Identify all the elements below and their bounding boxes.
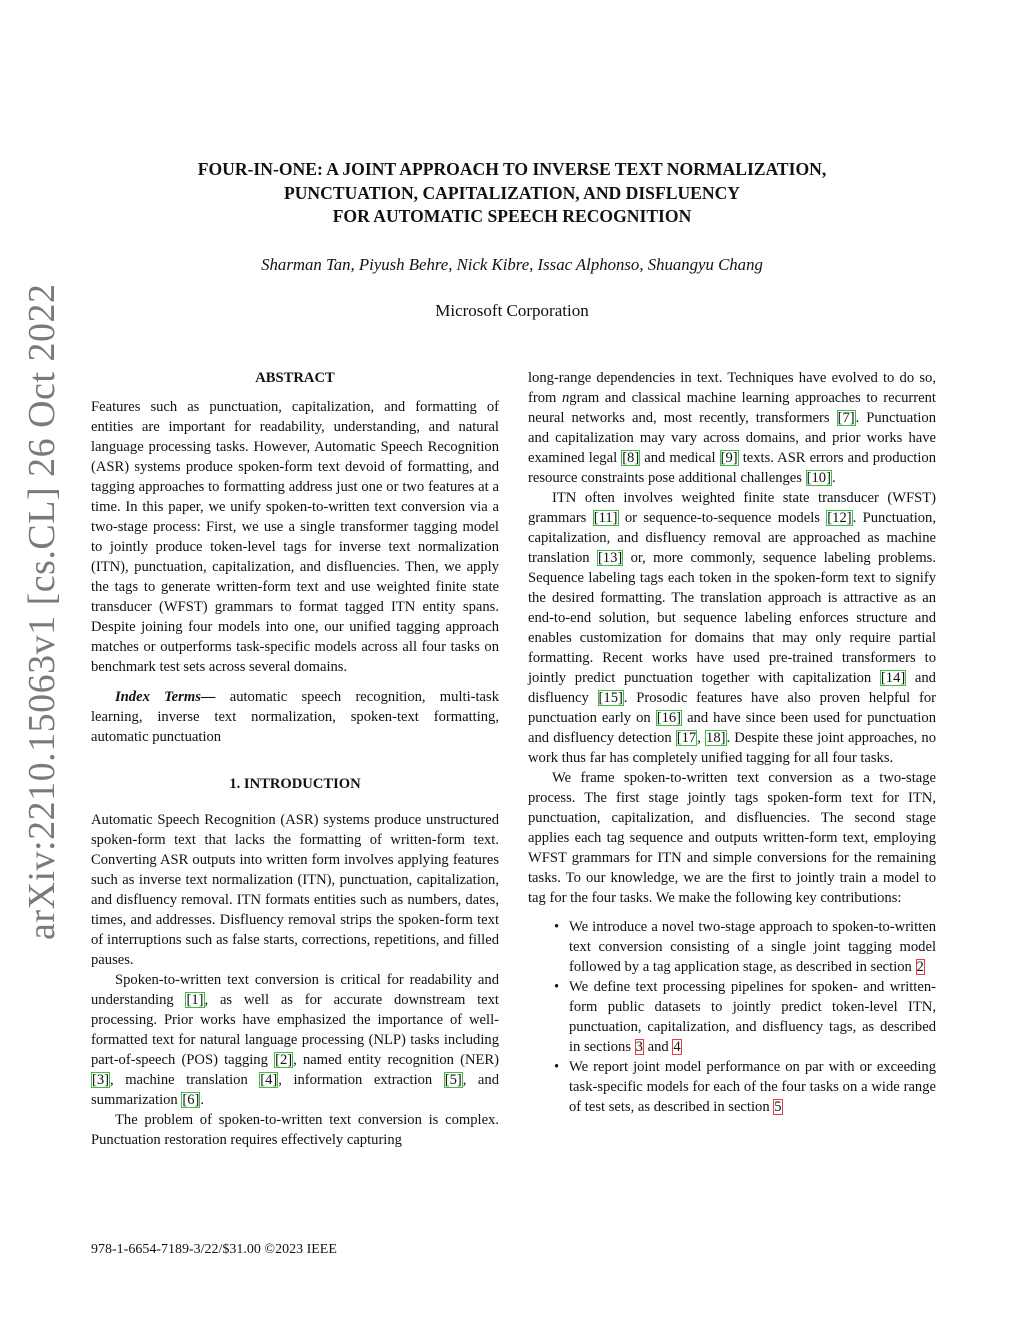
citation-link[interactable]: [16]	[656, 710, 682, 726]
paragraph: The problem of spoken-to-written text conversion is complex. Punctuation restoration requires effectively capturing	[91, 1112, 499, 1148]
citation-link[interactable]: [10]	[806, 470, 831, 486]
citation-link[interactable]: [15]	[598, 690, 623, 706]
bullet-icon: •	[554, 1059, 560, 1075]
citation-link[interactable]: [1]	[186, 992, 204, 1008]
index-terms	[91, 687, 499, 747]
section-heading: 1. INTRODUCTION	[229, 776, 361, 792]
citation-link[interactable]: [4]	[260, 1072, 278, 1088]
text: , information extraction	[278, 1072, 444, 1088]
citation-link[interactable]: [12]	[827, 510, 852, 526]
citation-link[interactable]: [6]	[182, 1092, 200, 1108]
citation-link[interactable]: [7]	[837, 410, 855, 426]
abstract-heading: ABSTRACT	[255, 370, 335, 386]
paragraph	[528, 368, 936, 488]
index-terms-label: Index Terms—	[115, 689, 216, 705]
text: or sequence-to-sequence models	[618, 510, 827, 526]
bullet-icon: •	[554, 979, 560, 995]
text: We report joint model performance on par with or exceeding task-specific models for each of the four tasks on a wide range of test sets, as described in section	[569, 1059, 936, 1115]
text: or, more commonly, sequence labeling problems. Sequence labeling tags each token in the spoken-form text to signify the desired formatting. The translation approach is attractive as an end-to-end solution, but sequence labeling enforces structure and enables customization for domains that may only require partial formatting. Recent works have used pre-trained transformers to jointly predict punctuation together with capitalization	[528, 550, 936, 686]
citation-link[interactable]: [11]	[593, 510, 618, 526]
contributions-list	[528, 917, 936, 1117]
affiliation: Microsoft Corporation	[435, 301, 589, 320]
title-line: FOUR-IN-ONE: A JOINT APPROACH TO INVERSE TEXT NORMALIZATION,	[197, 159, 827, 179]
text: , and summarization	[91, 1072, 499, 1108]
text: . Punctuation, capitalization, and disfluency removal are approached as machine translation	[528, 510, 936, 566]
citation-link[interactable]: [14]	[880, 670, 906, 686]
text: ITN often involves weighted finite state transducer (WFST) grammars	[528, 490, 936, 526]
author-list: Sharman Tan, Piyush Behre, Nick Kibre, Issac Alphonso, Shuangyu Chang	[261, 255, 763, 274]
citation-link[interactable]: [17	[676, 730, 697, 746]
citation-link[interactable]: [13]	[597, 550, 623, 566]
abstract-text: Features such as punctuation, capitalization, and formatting of entities are important for readability, understanding, and natural language processing tasks. However, Automatic Speech Recognition (ASR) systems produce spoken-form text devoid of formatting, and tagging approaches to formatting address just one or two features at a time. In this paper, we unify spoken-to-written text conversion via a two-stage process: First, we use a single transformer tagging model to jointly produce token-level tags for inverse text normalization (ITN), punctuation, capitalization, and disfluencies. Then, we apply the tags to generate written-form text and use weighted finite state transducer (WFST) grammars to format tagged ITN entity spans. Despite joining four models into one, our unified tagging approach matches or outperforms task-specific models across all four tasks on benchmark test sets across several domains.	[91, 399, 499, 675]
left-column	[91, 368, 499, 1150]
right-column	[528, 368, 936, 1117]
list-item	[554, 917, 936, 977]
copyright-footer: 978-1-6654-7189-3/22/$31.00 ©2023 IEEE	[91, 1242, 337, 1257]
section-link[interactable]: 2	[916, 959, 924, 975]
text: , named entity recognition (NER)	[293, 1052, 500, 1068]
text: texts. ASR errors and production resource constraints pose additional challenges	[528, 450, 937, 486]
text: . Despite these joint approaches, no work thus far has completely unified tagging for all four tasks.	[528, 730, 937, 766]
arxiv-identifier: arXiv:2210.15063v1 [cs.CL] 26 Oct 2022	[21, 283, 63, 940]
section-link[interactable]: 4	[673, 1039, 681, 1055]
citation-link[interactable]: [8]	[622, 450, 640, 466]
text: Spoken-to-written text conversion is critical for readability and understanding	[91, 972, 499, 1008]
citation-link[interactable]: [5]	[444, 1072, 462, 1088]
title-line: FOR AUTOMATIC SPEECH RECOGNITION	[332, 206, 692, 226]
section-link[interactable]: 5	[774, 1099, 782, 1115]
text: and	[643, 1039, 673, 1055]
text: gram and classical machine learning approaches to recurrent neural networks and, most recently, transformers	[528, 390, 936, 426]
text: and disfluency	[528, 670, 936, 706]
paragraph	[528, 488, 936, 768]
citation-link[interactable]: [9]	[720, 450, 738, 466]
math-symbol: n	[561, 390, 570, 406]
text: . Punctuation and capitalization may vary across domains, and prior works have examined legal	[528, 410, 936, 466]
text: , machine translation	[110, 1072, 260, 1088]
text: , as well as for accurate downstream text processing. Prior works have emphasized the importance of well-formatted text for natural language processing (NLP) tasks including part-of-speech (POS) tagging	[91, 992, 499, 1068]
list-item	[554, 977, 936, 1057]
index-terms-text: automatic speech recognition, multi-task learning, inverse text normalization, spoken-text formatting, automatic punctuation	[91, 689, 499, 745]
text: and medical	[640, 450, 720, 466]
text: .	[200, 1092, 205, 1108]
text: and have since been used for punctuation and disfluency detection	[528, 710, 936, 746]
paragraph: We frame spoken-to-written text conversion as a two-stage process. The first stage jointly tags spoken-form text for ITN, punctuation, capitalization, and disfluencies. The second stage applies each tag sequence and outputs written-form text, employing WFST grammars for ITN and simple conversions for the remaining tasks. To our knowledge, we are the first to jointly train a model to tag for the four tasks. We make the following key contributions:	[528, 770, 936, 906]
citation-link[interactable]: 18]	[706, 730, 726, 746]
citation-link[interactable]: [2]	[275, 1052, 293, 1068]
section-link[interactable]: 3	[635, 1039, 643, 1055]
text: . Prosodic features have also proven helpful for punctuation early on	[528, 690, 936, 726]
text: ,	[697, 730, 706, 746]
text: long-range dependencies in text. Techniques have evolved to do so, from	[528, 370, 936, 406]
text: We define text processing pipelines for spoken- and written-form public datasets to jointly predict token-level ITN, punctuation, capitalization, and disfluency tags, as described in sections	[569, 979, 936, 1055]
text: We introduce a novel two-stage approach to spoken-to-written text conversion consisting of a single joint tagging model followed by a tag application stage, as described in section	[569, 919, 936, 975]
title-line: PUNCTUATION, CAPITALIZATION, AND DISFLUENCY	[283, 182, 741, 203]
bullet-icon: •	[554, 919, 560, 935]
list-item	[554, 1057, 936, 1117]
paragraph	[91, 970, 499, 1110]
text: .	[831, 470, 836, 486]
paper-title	[100, 158, 924, 229]
paragraph: Automatic Speech Recognition (ASR) systems produce unstructured spoken-form text that lacks the formatting of written-form text. Converting ASR outputs into written form involves applying features such as inverse text normalization (ITN), punctuation, capitalization, and disfluency removal. ITN formats entities such as numbers, dates, times, and addresses. Disfluency removal strips the spoken-form text of interruptions such as false starts, corrections, repetitions, and filled pauses.	[91, 812, 499, 968]
citation-link[interactable]: [3]	[92, 1072, 110, 1088]
